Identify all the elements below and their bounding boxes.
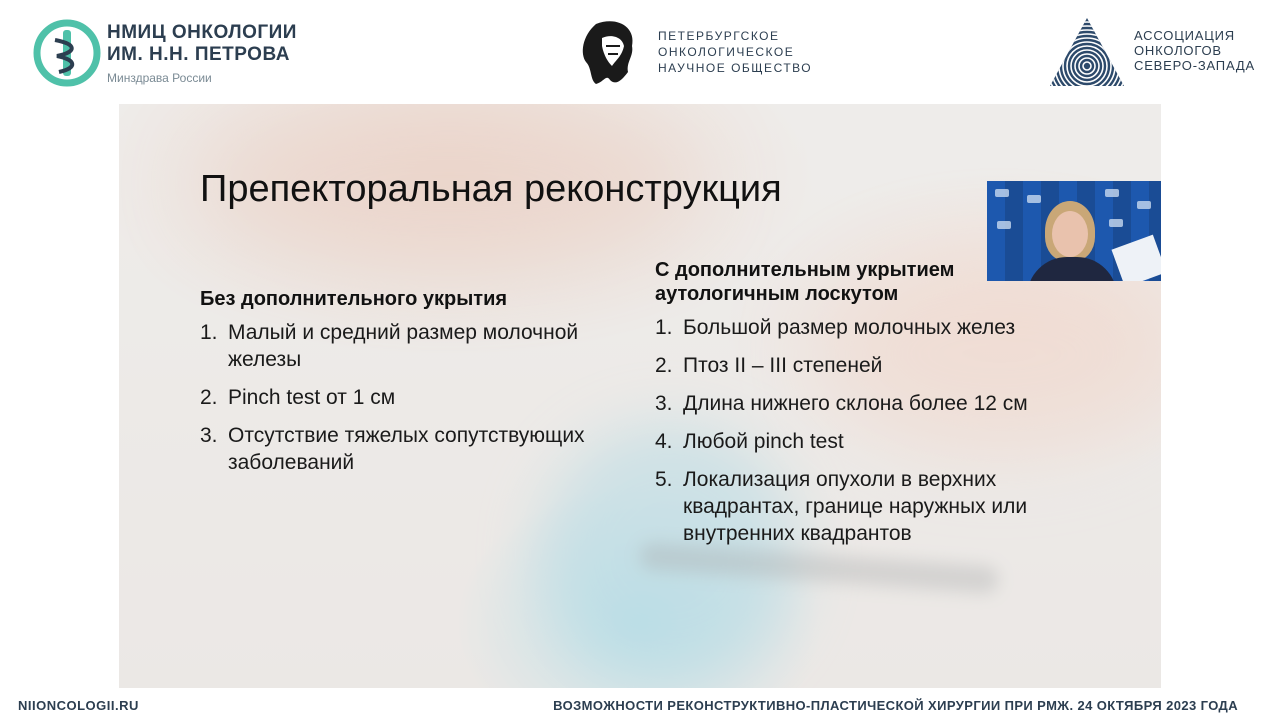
org2-line1: ПЕТЕРБУРГСКОЕ: [658, 29, 780, 43]
list-item: [655, 352, 1095, 379]
caduceus-icon: [32, 18, 102, 88]
list-item-text: Малый и средний размер молочной железы: [228, 321, 579, 371]
list-item: [200, 422, 640, 476]
org3-line1: АССОЦИАЦИЯ: [1134, 28, 1235, 43]
org1-line1: НМИЦ ОНКОЛОГИИ: [107, 22, 297, 43]
slide-title: Препекторальная реконструкция: [200, 168, 782, 210]
list-item-number: 2.: [655, 354, 673, 377]
org2-line3: НАУЧНОЕ ОБЩЕСТВО: [658, 61, 813, 75]
org1-name: [107, 22, 297, 87]
org3-line2: ОНКОЛОГОВ: [1134, 43, 1222, 58]
speaker-webcam[interactable]: [987, 181, 1161, 281]
org2-name: [658, 28, 812, 76]
list-item-number: 4.: [655, 430, 673, 453]
list-item: [655, 390, 1095, 417]
list-item-number: 3.: [655, 392, 673, 415]
left-column: [200, 287, 640, 487]
list-item: [655, 428, 1095, 455]
backdrop-logo: [1027, 195, 1041, 203]
list-item-number: 2.: [200, 386, 218, 409]
org1-line3: Минздрава России: [107, 71, 212, 85]
triangle-rings-icon: [1048, 16, 1126, 88]
org2-line2: ОНКОЛОГИЧЕСКОЕ: [658, 45, 795, 59]
org1-line2: ИМ. Н.Н. ПЕТРОВА: [107, 44, 290, 65]
list-item-text: Большой размер молочных желез: [683, 316, 1016, 339]
header-bar: [0, 0, 1280, 104]
list-item: [655, 314, 1095, 341]
backdrop-logo: [1137, 201, 1151, 209]
right-column: [655, 258, 1095, 558]
left-column-heading: Без дополнительного укрытия: [200, 288, 508, 310]
org3-name: [1134, 28, 1255, 73]
list-item-text: Длина нижнего склона более 12 см: [683, 392, 1028, 415]
list-item-number: 5.: [655, 468, 673, 491]
backdrop-logo: [1105, 189, 1119, 197]
portrait-icon: [576, 16, 642, 88]
list-item: [200, 384, 640, 411]
footer-event-title: ВОЗМОЖНОСТИ РЕКОНСТРУКТИВНО-ПЛАСТИЧЕСКОЙ ХИРУРГИИ ПРИ РМЖ. 24 ОКТЯБРЯ 2023 ГОДА: [553, 698, 1238, 713]
list-item-number: 1.: [200, 321, 218, 344]
backdrop-logo: [997, 221, 1011, 229]
list-item-text: Pinch test от 1 см: [228, 386, 396, 409]
backdrop-logo: [995, 189, 1009, 197]
list-item-number: 3.: [200, 424, 218, 447]
right-column-heading: С дополнительным укрытием аутологичным лоскутом: [655, 259, 955, 305]
footer-bar: [0, 688, 1280, 720]
list-item: [200, 319, 640, 373]
speaker-face: [1052, 211, 1088, 257]
list-item-text: Локализация опухоли в верхних квадрантах, границе наружных или внутренних квадрантов: [683, 468, 1028, 545]
org3-line3: СЕВЕРО-ЗАПАДА: [1134, 58, 1255, 73]
list-item: [655, 466, 1095, 547]
list-item-text: Отсутствие тяжелых сопутствующих заболеваний: [228, 424, 585, 474]
list-item-text: Птоз II – III степеней: [683, 354, 883, 377]
list-item-number: 1.: [655, 316, 673, 339]
backdrop-logo: [1109, 219, 1123, 227]
footer-site[interactable]: NIIONCOLOGII.RU: [18, 698, 139, 713]
list-item-text: Любой pinch test: [683, 430, 844, 453]
